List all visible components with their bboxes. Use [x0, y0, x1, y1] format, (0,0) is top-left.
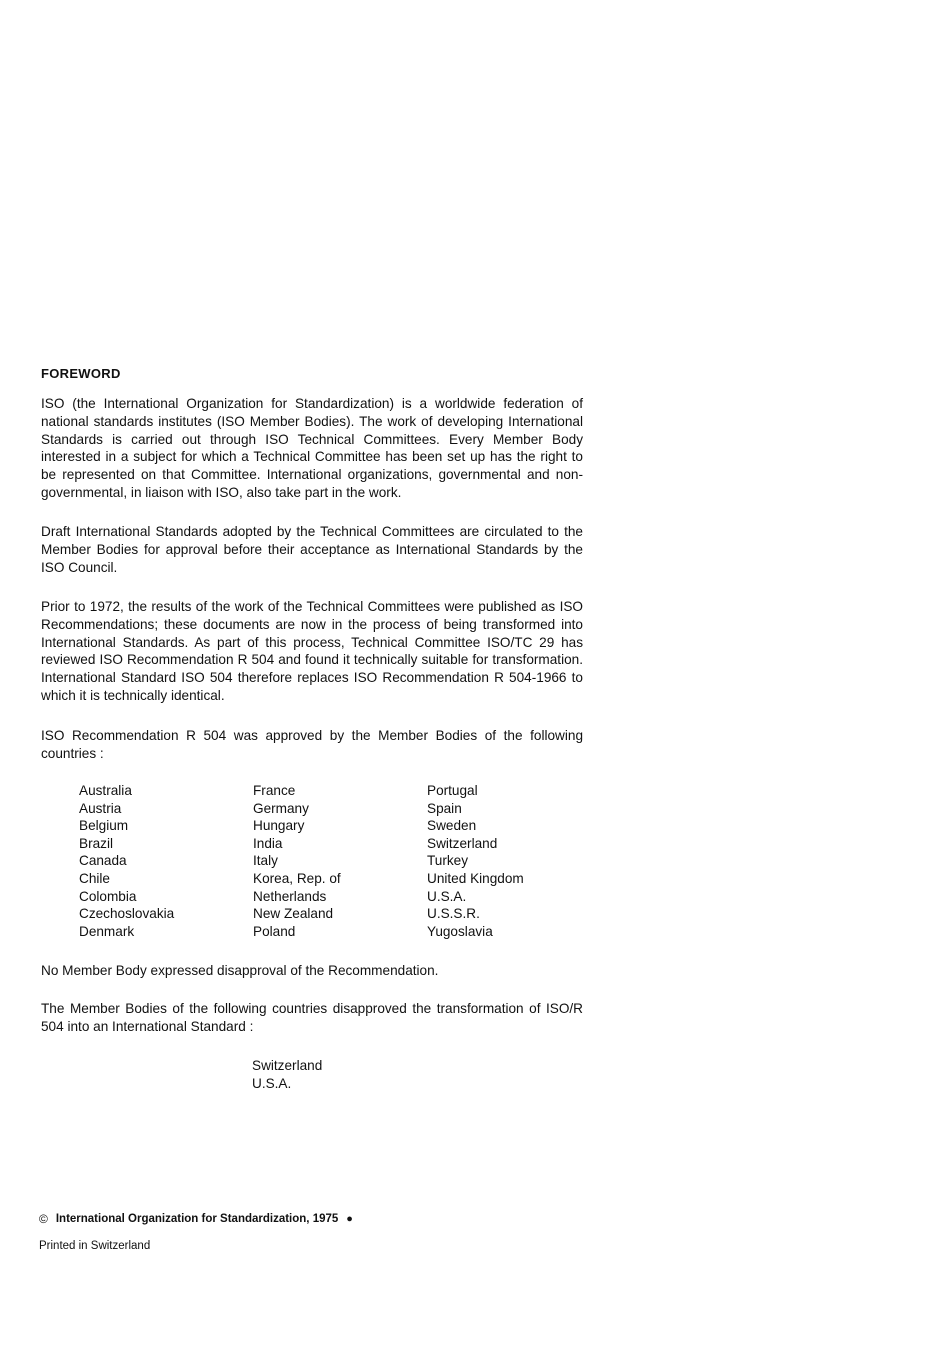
country-item: U.S.A. [252, 1075, 292, 1091]
country-item: Brazil [79, 835, 113, 851]
country-item: Spain [427, 800, 462, 816]
paragraph-approval-intro: ISO Recommendation R 504 was approved by the Member Bodies of the following countries : [41, 728, 583, 761]
country-item: Yugoslavia [427, 923, 493, 939]
country-item: Switzerland [252, 1058, 323, 1073]
country-item: Portugal [427, 783, 478, 798]
country-item: Colombia [79, 888, 137, 904]
country-item: Australia [79, 783, 132, 798]
country-item: Denmark [79, 923, 135, 939]
country-item: Netherlands [253, 888, 327, 904]
country-item: Sweden [427, 818, 477, 834]
country-item: Germany [253, 800, 309, 816]
country-item: Canada [79, 853, 127, 869]
country-item: France [253, 783, 296, 798]
country-item: Switzerland [427, 835, 498, 851]
bullet-icon: ● [346, 1213, 353, 1225]
country-item: Turkey [427, 853, 469, 869]
countries-column-3 [427, 782, 524, 940]
disapproving-countries-list [252, 1057, 322, 1092]
foreword-heading: FOREWORD [41, 366, 121, 381]
countries-column-1 [79, 782, 174, 940]
country-item: Belgium [79, 818, 129, 834]
paragraph-iso-intro: ISO (the International Organization for Standardization) is a worldwide federation of national standards institutes (ISO Member Bodies). The work of developing International Standards is carried out through ISO Technical Committees. Every Member Body interested in a subject for which a Technical Committee has been set up has the right to be represented on that Committee. International organizations, governmental and non-governmental, in liaison with ISO, also take part in the work. [41, 396, 583, 500]
paragraph-draft-standards: Draft International Standards adopted by the Technical Committees are circulated to the Member Bodies for approval before their acceptance as International Standards by the ISO Council. [41, 524, 583, 575]
country-item: Italy [253, 853, 278, 869]
copyright-icon: © [39, 1212, 48, 1226]
country-item: Hungary [253, 818, 305, 834]
country-item: U.S.S.R. [427, 906, 480, 922]
country-item: United Kingdom [427, 870, 524, 886]
country-item: U.S.A. [427, 888, 467, 904]
country-item: New Zealand [253, 906, 334, 922]
copyright-line [39, 1212, 353, 1226]
printed-in-text: Printed in Switzerland [39, 1240, 151, 1252]
paragraph-no-disapproval: No Member Body expressed disapproval of the Recommendation. [41, 963, 439, 978]
country-item: Korea, Rep. of [253, 870, 341, 886]
country-item: Austria [79, 800, 122, 816]
countries-column-2 [253, 782, 341, 940]
copyright-text: International Organization for Standardization, 1975 [55, 1213, 339, 1225]
paragraph-disapproval-intro: The Member Bodies of the following countries disapproved the transformation of ISO/R 504 into an International Standard : [41, 1001, 583, 1034]
country-item: Chile [79, 870, 110, 886]
country-item: Czechoslovakia [79, 906, 175, 922]
country-item: India [253, 835, 283, 851]
paragraph-prior-1972: Prior to 1972, the results of the work of the Technical Committees were published as ISO Recommendations; these documents are now in the process of being transformed into International Standards. As part of this process, Technical Committee ISO/TC 29 has reviewed ISO Recommendation R 504 and found it technically suitable for transformation. International Standard ISO 504 therefore replaces ISO Recommendation R 504-1966 to which it is technically identical. [41, 599, 583, 703]
country-item: Poland [253, 923, 296, 939]
